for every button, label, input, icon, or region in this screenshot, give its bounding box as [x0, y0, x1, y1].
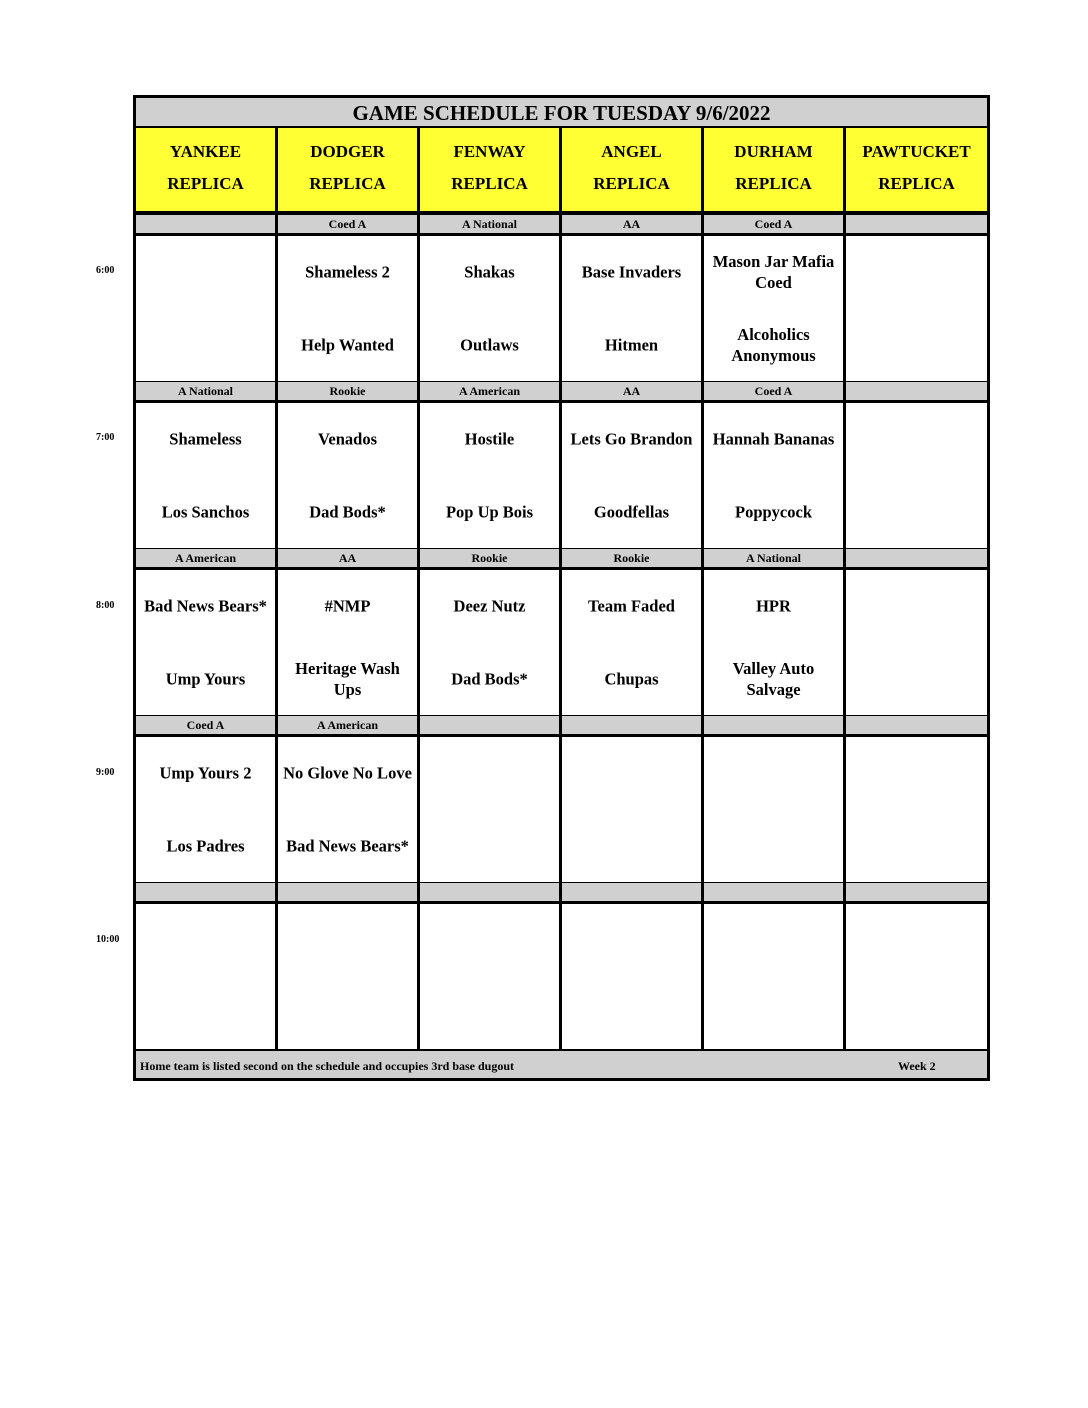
division-label	[136, 882, 278, 904]
game-cell	[420, 403, 562, 548]
away-team: #NMP	[324, 596, 371, 616]
away-team: Shameless 2	[305, 262, 390, 282]
division-label: Coed A	[704, 381, 846, 403]
field-header-pawtucket	[846, 128, 987, 214]
game-cell	[562, 570, 704, 715]
game-cell	[278, 737, 420, 882]
home-team: Bad News Bears*	[286, 836, 409, 856]
time-label: 7:00	[96, 432, 115, 443]
game-cell	[136, 570, 278, 715]
game-cell	[278, 403, 420, 548]
field-type: REPLICA	[167, 174, 244, 193]
division-label: Rookie	[420, 548, 562, 570]
field-name: PAWTUCKET	[862, 142, 971, 161]
game-cell	[562, 236, 704, 381]
division-label: Rookie	[278, 381, 420, 403]
game-cell	[846, 570, 987, 715]
away-team: Lets Go Brandon	[570, 429, 693, 449]
division-label	[562, 882, 704, 904]
game-cell	[136, 236, 278, 381]
field-type: REPLICA	[451, 174, 528, 193]
game-cell	[278, 570, 420, 715]
division-label: A National	[704, 548, 846, 570]
home-team: Heritage Wash Ups	[295, 659, 400, 699]
away-team: Shameless	[169, 429, 242, 449]
field-type: REPLICA	[309, 174, 386, 193]
division-label	[846, 715, 987, 737]
time-label: 8:00	[96, 600, 115, 611]
away-team: Mason Jar Mafia Coed	[712, 252, 835, 292]
division-label: Coed A	[704, 214, 846, 236]
game-cell	[278, 904, 420, 1049]
field-name: DODGER	[310, 142, 385, 161]
division-label	[420, 715, 562, 737]
game-cell	[846, 403, 987, 548]
division-label	[704, 882, 846, 904]
game-cell	[704, 570, 846, 715]
away-team: No Glove No Love	[283, 763, 412, 783]
field-type: REPLICA	[878, 174, 955, 193]
field-header-fenway	[420, 128, 562, 214]
home-team: Hitmen	[604, 335, 659, 355]
away-team: Base Invaders	[581, 262, 682, 282]
division-label: Coed A	[278, 214, 420, 236]
game-cell	[420, 737, 562, 882]
field-header-angel	[562, 128, 704, 214]
home-team: Dad Bods*	[451, 669, 528, 689]
game-cell	[562, 403, 704, 548]
away-team: Hostile	[464, 429, 515, 449]
home-team: Valley Auto Salvage	[732, 659, 815, 699]
division-label	[846, 214, 987, 236]
home-team: Ump Yours	[165, 669, 246, 689]
game-cell	[136, 737, 278, 882]
game-cell	[704, 403, 846, 548]
home-team: Los Padres	[166, 836, 245, 856]
home-team: Los Sanchos	[161, 502, 250, 522]
game-cell	[704, 236, 846, 381]
division-label: A National	[136, 381, 278, 403]
division-label: AA	[278, 548, 420, 570]
division-label: Coed A	[136, 715, 278, 737]
game-cell	[704, 904, 846, 1049]
game-cell	[562, 737, 704, 882]
home-team: Poppycock	[734, 502, 812, 522]
game-cell	[136, 403, 278, 548]
schedule-table	[133, 95, 990, 1081]
home-team: Alcoholics Anonymous	[731, 325, 816, 365]
away-team: Venados	[318, 429, 377, 449]
field-header-yankee	[136, 128, 278, 214]
away-team: Team Faded	[588, 596, 675, 616]
home-team: Dad Bods*	[309, 502, 386, 522]
schedule-footer	[136, 1048, 987, 1078]
division-label	[846, 548, 987, 570]
game-cell	[420, 904, 562, 1049]
division-label: A National	[420, 214, 562, 236]
home-team: Pop Up Bois	[445, 502, 534, 522]
field-type: REPLICA	[593, 174, 670, 193]
game-cell	[420, 236, 562, 381]
away-team: HPR	[756, 596, 791, 616]
game-cell	[278, 236, 420, 381]
away-team: Ump Yours 2	[159, 763, 252, 783]
division-label: A American	[420, 381, 562, 403]
game-cell	[562, 904, 704, 1049]
field-header-dodger	[278, 128, 420, 214]
home-team: Outlaws	[460, 335, 519, 355]
division-label: A American	[278, 715, 420, 737]
division-label	[846, 882, 987, 904]
time-label: 6:00	[96, 265, 115, 276]
schedule-title: GAME SCHEDULE FOR TUESDAY 9/6/2022	[136, 98, 987, 128]
home-team: Goodfellas	[593, 502, 670, 522]
away-team: Shakas	[464, 262, 515, 282]
division-label	[420, 882, 562, 904]
field-header-durham	[704, 128, 846, 214]
division-label	[562, 715, 704, 737]
game-cell	[136, 904, 278, 1049]
division-label: AA	[562, 214, 704, 236]
field-type: REPLICA	[735, 174, 812, 193]
game-cell	[846, 904, 987, 1049]
division-label: Rookie	[562, 548, 704, 570]
time-label: 10:00	[96, 934, 120, 945]
footer-week: Week 2	[898, 1059, 936, 1073]
division-label	[704, 715, 846, 737]
division-label: A American	[136, 548, 278, 570]
division-label	[136, 214, 278, 236]
division-label	[278, 882, 420, 904]
field-name: FENWAY	[453, 142, 526, 161]
game-cell	[420, 570, 562, 715]
away-team: Hannah Bananas	[712, 429, 835, 449]
field-name: ANGEL	[601, 142, 662, 161]
division-label: AA	[562, 381, 704, 403]
away-team: Bad News Bears*	[144, 596, 267, 616]
home-team: Chupas	[604, 669, 659, 689]
home-team: Help Wanted	[301, 335, 394, 355]
game-cell	[846, 236, 987, 381]
time-label: 9:00	[96, 767, 115, 778]
field-name: DURHAM	[734, 142, 813, 161]
away-team: Deez Nutz	[453, 596, 526, 616]
division-label	[846, 381, 987, 403]
footer-note: Home team is listed second on the schedule and occupies 3rd base dugout	[140, 1059, 515, 1073]
game-cell	[704, 737, 846, 882]
field-name: YANKEE	[169, 142, 242, 161]
game-cell	[846, 737, 987, 882]
